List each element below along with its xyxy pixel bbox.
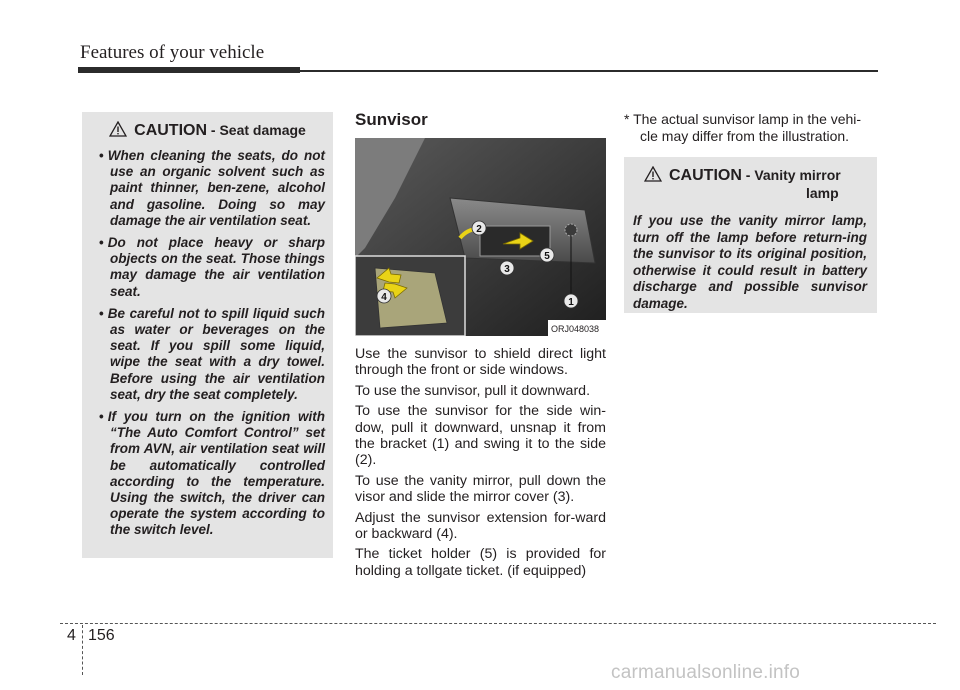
page-number: 156 xyxy=(88,627,115,644)
body-paragraph: Adjust the sunvisor extension for-ward or backward (4). xyxy=(355,509,606,543)
note-line-2: cle may differ from the illustration. xyxy=(640,127,850,144)
figure-caption: ORJ048038 xyxy=(551,324,600,334)
caution-subtitle-line2: lamp xyxy=(806,185,839,201)
sunvisor-body-text xyxy=(355,346,606,583)
body-paragraph: To use the sunvisor, pull it downward. xyxy=(355,382,591,399)
caution-word: CAUTION xyxy=(669,167,742,184)
illustration-note xyxy=(624,111,880,144)
caution-seat-item: • When cleaning the seats, do not use an organic solvent such as paint thinner, ben-zene, alcohol and gasoline. Doing so may damage the air ventilation seat. xyxy=(99,148,325,228)
svg-text:3: 3 xyxy=(504,264,510,275)
warning-triangle-icon xyxy=(109,121,127,137)
footer-divider xyxy=(82,625,83,675)
sunvisor-illustration xyxy=(355,138,606,336)
watermark-text: carmanualsonline.info xyxy=(611,662,801,683)
section-number: 4 xyxy=(67,627,76,644)
caution-vanity-heading xyxy=(624,166,877,201)
svg-text:2: 2 xyxy=(476,224,482,235)
caution-subtitle: - Seat damage xyxy=(207,122,306,138)
caution-subtitle: - Vanity mirror xyxy=(741,167,841,183)
caution-vanity-mirror-box xyxy=(624,157,877,313)
svg-text:5: 5 xyxy=(544,251,550,262)
caution-seat-heading xyxy=(82,121,333,140)
body-paragraph: To use the sunvisor for the side win-dow, pull it downward, unsnap it from the bracket (1) and swing it to the side (2). xyxy=(355,403,606,469)
body-paragraph: The ticket holder (5) is provided for holding a tollgate ticket. (if equipped) xyxy=(355,546,606,579)
svg-text:4: 4 xyxy=(381,292,387,303)
body-paragraph: Use the sunvisor to shield direct light through the front or side windows. xyxy=(355,346,606,379)
svg-text:1: 1 xyxy=(568,297,574,308)
caution-seat-damage-box xyxy=(82,112,333,558)
caution-seat-item: • Be careful not to spill liquid such as water or beverages on the seat. If you spill some liquid, wipe the seat with a dry towel. Before using the air ventilation seat, dry the seat completely. xyxy=(99,305,325,402)
caution-word: CAUTION xyxy=(134,122,208,139)
section-title-sunvisor: Sunvisor xyxy=(355,110,428,129)
caution-seat-item: • Do not place heavy or sharp objects on the seat. Those things may damage the air ventilation seat. xyxy=(99,235,325,299)
note-line-1: * The actual sunvisor lamp in the vehi- xyxy=(624,111,862,127)
page-header-title: Features of your vehicle xyxy=(80,42,265,63)
warning-triangle-icon xyxy=(644,166,662,182)
header-rule-thick xyxy=(78,67,300,73)
caution-seat-list xyxy=(82,148,333,539)
header-rule-thin xyxy=(300,70,878,72)
body-paragraph: To use the vanity mirror, pull down the visor and slide the mirror cover (3). xyxy=(355,472,606,506)
footer-rule xyxy=(60,623,936,624)
caution-vanity-text: If you use the vanity mirror lamp, turn off the lamp before return-ing the sunvisor to its original position, otherwise it could result in battery discharge and possible sunvisor damage. xyxy=(633,213,867,311)
caution-seat-item: • If you turn on the ignition with “The Auto Comfort Control” set from AVN, air ventilation seat will be automatically controlled according to the temperature. Using the switch, the driver can operate the system according to the switch level. xyxy=(99,409,325,538)
